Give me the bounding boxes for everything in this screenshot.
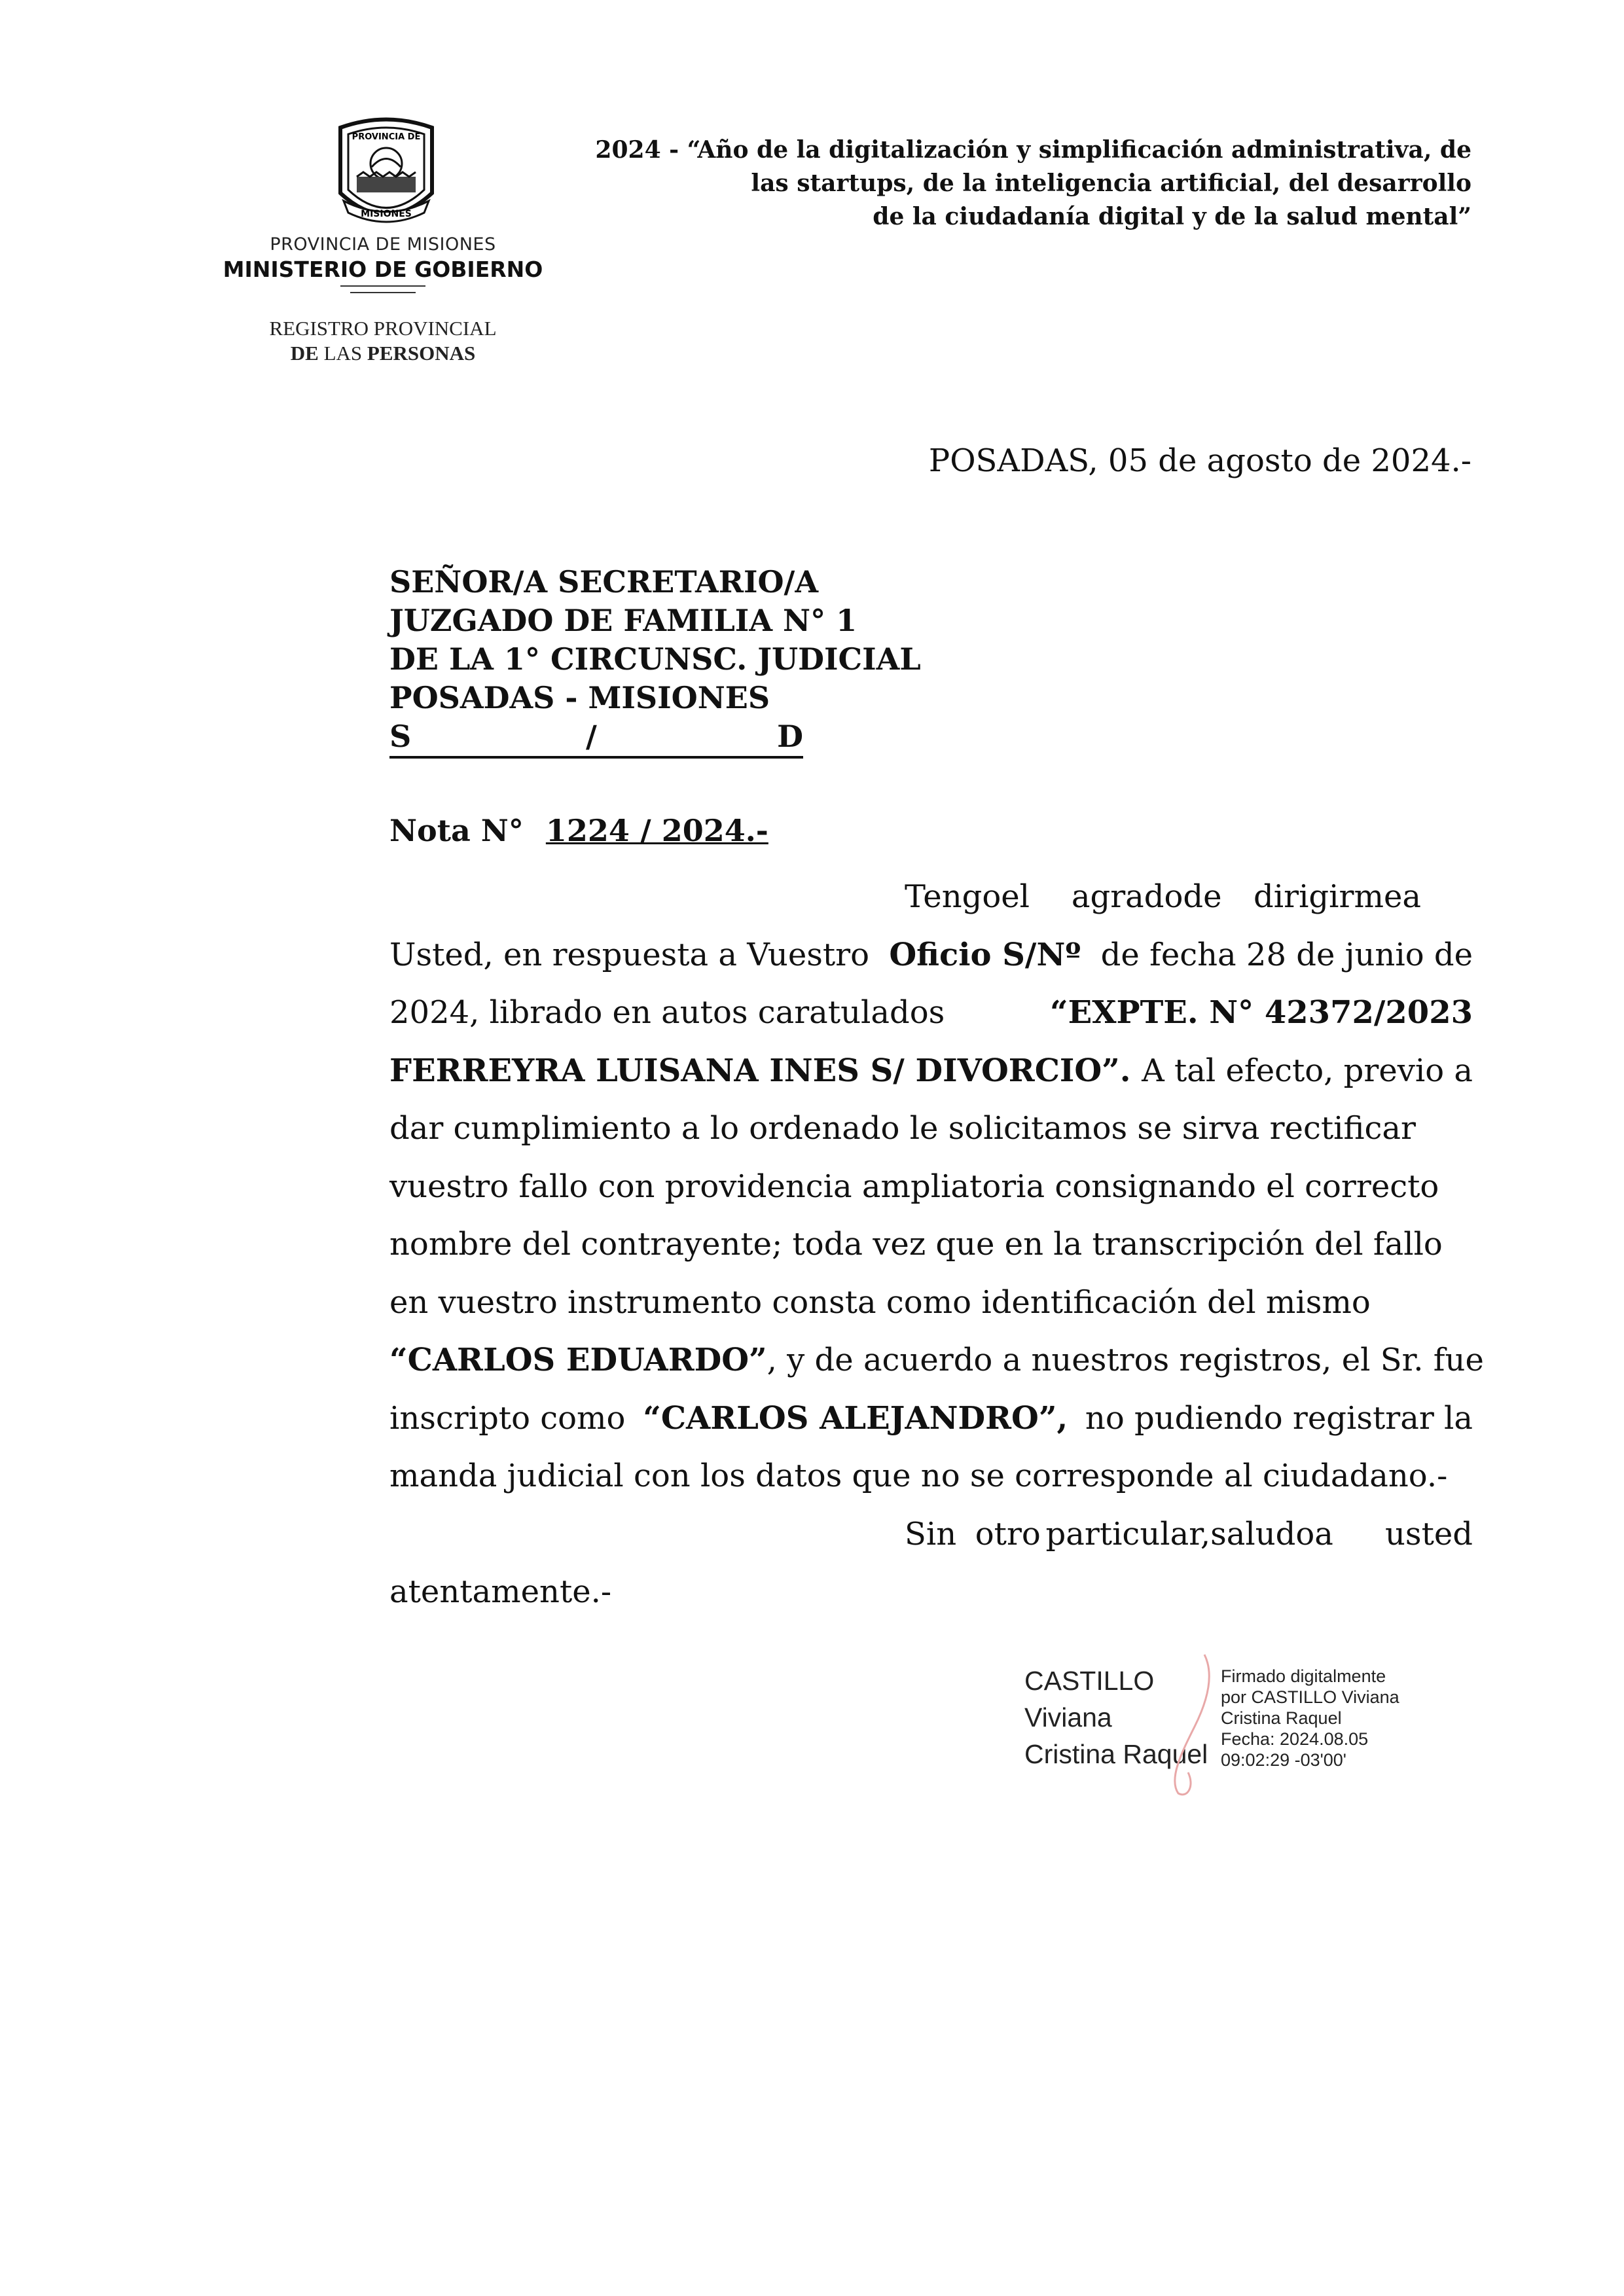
word: dirigirme xyxy=(1254,878,1403,915)
province-name: PROVINCIA DE MISIONES xyxy=(270,234,496,255)
body-line xyxy=(389,926,1473,984)
body-emphasis: “CARLOS ALEJANDRO”, xyxy=(643,1399,1068,1437)
ministry-divider xyxy=(350,292,416,293)
addressee-line: JUZGADO DE FAMILIA N° 1 xyxy=(389,603,857,638)
body-line: vuestro fallo con providencia ampliatoria consignando el correcto xyxy=(389,1168,1439,1205)
body-text: Usted, en respuesta a Vuestro xyxy=(389,936,869,973)
body-text: inscripto como xyxy=(389,1399,626,1437)
addressee-line: DE LA 1° CIRCUNSC. JUDICIAL xyxy=(389,641,921,677)
signer-name-line: Cristina Raquel xyxy=(1024,1739,1208,1769)
sd-d: D xyxy=(777,719,803,754)
body-line xyxy=(389,868,1473,926)
body-line xyxy=(389,984,1473,1042)
su-despacho-line xyxy=(389,717,803,759)
letter-body xyxy=(389,868,1484,1621)
word: otro xyxy=(975,1515,1041,1552)
word: a xyxy=(1314,1515,1333,1552)
signer-name-line: CASTILLO xyxy=(1024,1666,1155,1696)
body-line: nombre del contrayente; toda vez que en la transcripción del fallo xyxy=(389,1226,1443,1263)
motto-line: 2024 - “Año de la digitalización y simplificación administrativa, de xyxy=(595,136,1471,164)
body-text: A tal efecto, previo a xyxy=(1142,1052,1473,1089)
signature-info-line: Fecha: 2024.08.05 xyxy=(1221,1729,1369,1749)
word: de xyxy=(1183,878,1222,915)
body-line-text xyxy=(389,1331,1484,1390)
body-text: 2024, librado en autos caratulados xyxy=(389,994,945,1031)
seal-bottom-text: MISIONES xyxy=(361,209,412,219)
ministry-name: MINISTERIO DE GOBIERNO xyxy=(223,257,543,282)
word: el xyxy=(1001,878,1030,915)
motto-line: las startups, de la inteligencia artificial, del desarrollo xyxy=(751,170,1471,197)
signer-name-line: Viviana xyxy=(1024,1702,1112,1732)
word: Tengo xyxy=(905,878,1001,915)
sd-s: S xyxy=(389,719,412,754)
registry-name-line1: REGISTRO PROVINCIAL xyxy=(269,317,497,340)
note-number xyxy=(389,813,768,848)
body-text: de fecha 28 de junio de xyxy=(1100,936,1473,973)
signature-info-line: por CASTILLO Viviana xyxy=(1221,1687,1399,1707)
body-line xyxy=(389,1042,1473,1100)
body-line xyxy=(389,1505,1473,1564)
provincial-seal-logo xyxy=(321,115,452,236)
motto-line: de la ciudadanía digital y de la salud mental” xyxy=(873,203,1471,230)
body-text: , y de acuerdo a nuestros registros, el Sr. fue xyxy=(767,1342,1484,1378)
addressee-line: POSADAS - MISIONES xyxy=(389,680,770,715)
body-emphasis: Oficio S/Nº xyxy=(889,936,1081,973)
body-line-text xyxy=(905,1505,1473,1564)
seal-top-text: PROVINCIA DE xyxy=(352,132,421,142)
registry-name-line2 xyxy=(216,342,550,365)
body-line: atentamente.- xyxy=(389,1573,612,1610)
body-line xyxy=(389,1331,1484,1390)
signature-info-line: Cristina Raquel xyxy=(1221,1708,1342,1728)
ministry-divider xyxy=(340,285,425,287)
year-motto xyxy=(497,134,1471,234)
body-text: no pudiendo registrar la xyxy=(1085,1399,1473,1437)
body-line xyxy=(389,1390,1473,1448)
word: a xyxy=(1402,878,1421,915)
word: saludo xyxy=(1210,1515,1315,1552)
word: agrado xyxy=(1071,878,1183,915)
registry-word: LAS xyxy=(323,342,363,365)
addressee-line: SEÑOR/A SECRETARIO/A xyxy=(389,564,819,600)
body-line: en vuestro instrumento consta como identificación del mismo xyxy=(389,1283,1371,1321)
registry-word: PERSONAS xyxy=(367,342,476,365)
body-line: manda judicial con los datos que no se corresponde al ciudadano.- xyxy=(389,1458,1448,1494)
word: usted xyxy=(1385,1515,1473,1552)
document-date: POSADAS, 05 de agosto de 2024.- xyxy=(928,442,1471,479)
note-label: Nota N° xyxy=(389,813,524,848)
addressee-block xyxy=(389,563,921,759)
body-line: dar cumplimiento a lo ordenado le solicitamos se sirva rectificar xyxy=(389,1110,1416,1147)
word: Sin xyxy=(905,1515,957,1552)
signature-info-line: Firmado digitalmente xyxy=(1221,1666,1386,1686)
body-line-text xyxy=(905,868,1473,926)
sd-slash: / xyxy=(586,719,597,754)
digital-signature-info xyxy=(1221,1666,1399,1770)
body-emphasis: “CARLOS EDUARDO” xyxy=(389,1342,767,1378)
case-reference: FERREYRA LUISANA INES S/ DIVORCIO”. xyxy=(389,1052,1131,1089)
signature-info-line: 09:02:29 -03'00' xyxy=(1221,1750,1346,1770)
word: particular, xyxy=(1045,1515,1211,1552)
digital-signature-mark xyxy=(1142,1648,1227,1799)
signature-stroke xyxy=(1175,1655,1209,1795)
registry-word: DE xyxy=(290,342,319,365)
case-reference: “EXPTE. N° 42372/2023 xyxy=(1050,994,1473,1031)
note-number-value: 1224 / 2024.- xyxy=(545,813,768,848)
